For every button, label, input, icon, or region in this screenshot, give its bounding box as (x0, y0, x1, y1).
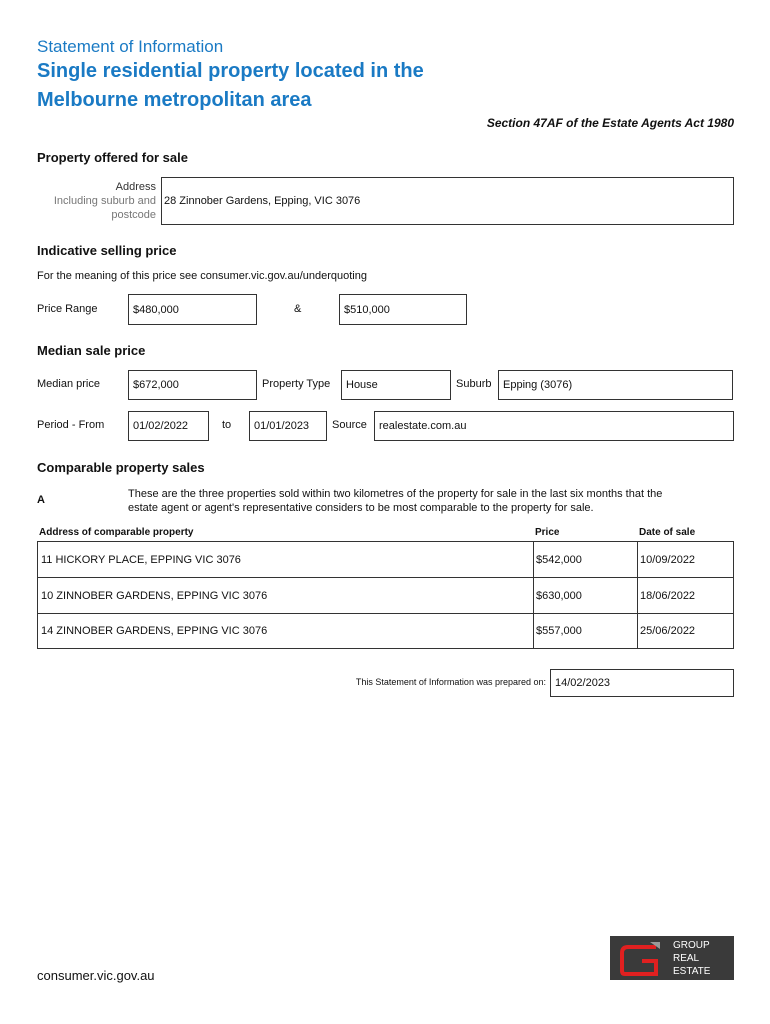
property-type-label: Property Type (262, 378, 331, 390)
row-1-price: $542,000 (536, 553, 582, 566)
meaning-text: For the meaning of this price see consumer.vic.gov.au/underquoting (37, 270, 367, 282)
address-label-line-1: Address (115, 181, 156, 193)
logo-g-mark-icon (616, 941, 666, 977)
period-to-field[interactable]: 01/01/2023 (249, 411, 327, 441)
median-price-field[interactable]: $672,000 (128, 370, 257, 400)
comparable-description-line-2: estate agent or agent's representative considers to be most comparable to the property for sale. (128, 502, 594, 514)
statement-title: Statement of Information (37, 37, 224, 56)
logo-line-1: GROUP (673, 940, 710, 951)
heading-line-2: Melbourne metropolitan area (37, 89, 312, 111)
section-median-price: Median sale price (37, 343, 146, 358)
comparable-marker: A (37, 494, 45, 506)
section-property-offered: Property offered for sale (37, 150, 188, 165)
median-price-label: Median price (37, 378, 100, 390)
prepared-on-label: This Statement of Information was prepared on: (355, 677, 546, 687)
row-3-address: 14 ZINNOBER GARDENS, EPPING VIC 3076 (41, 625, 268, 637)
address-label-line-3: postcode (111, 209, 156, 221)
comparable-description-line-1: These are the three properties sold within two kilometres of the property for sale in the last six months that the (128, 488, 663, 500)
suburb-label: Suburb (456, 378, 492, 390)
row-2-price: $630,000 (536, 589, 582, 602)
comparable-table (37, 541, 734, 649)
logo-text (673, 939, 710, 978)
footer-site[interactable]: consumer.vic.gov.au (37, 968, 155, 983)
row-2-address: 10 ZINNOBER GARDENS, EPPING VIC 3076 (41, 589, 268, 602)
price-high-field[interactable]: $510,000 (339, 294, 467, 325)
suburb-field[interactable]: Epping (3076) (498, 370, 733, 400)
source-field[interactable]: realestate.com.au (374, 411, 734, 441)
address-field[interactable]: 28 Zinnober Gardens, Epping, VIC 3076 (161, 177, 734, 225)
row-3-price: $557,000 (536, 625, 582, 637)
col-header-price: Price (535, 527, 560, 538)
ampersand: & (294, 303, 302, 315)
heading-line-1: Single residential property located in the (37, 60, 424, 82)
row-1-address: 11 HICKORY PLACE, EPPING VIC 3076 (41, 553, 241, 566)
period-from-field[interactable]: 01/02/2022 (128, 411, 209, 441)
group-real-estate-logo (610, 936, 734, 980)
comparable-description (128, 487, 662, 515)
section-comparable-sales: Comparable property sales (37, 460, 205, 475)
row-3-date: 25/06/2022 (640, 625, 696, 637)
prepared-on-field[interactable]: 14/02/2023 (550, 669, 734, 697)
source-label: Source (332, 419, 367, 431)
address-label (54, 180, 156, 222)
period-to-label: to (222, 419, 232, 431)
price-low-field[interactable]: $480,000 (128, 294, 257, 325)
col-header-address: Address of comparable property (39, 527, 194, 538)
logo-line-2: REAL (673, 953, 700, 964)
act-reference: Section 47AF of the Estate Agents Act 1980 (486, 116, 734, 130)
row-2-date: 18/06/2022 (640, 589, 696, 602)
row-1-date: 10/09/2022 (640, 553, 696, 566)
address-label-line-2: Including suburb and (53, 195, 156, 207)
logo-line-3: ESTATE (673, 966, 711, 977)
property-type-field[interactable]: House (341, 370, 451, 400)
section-indicative-price: Indicative selling price (37, 243, 177, 258)
price-range-label: Price Range (37, 303, 98, 315)
col-header-date: Date of sale (639, 527, 696, 538)
period-from-label: Period - From (37, 419, 105, 431)
